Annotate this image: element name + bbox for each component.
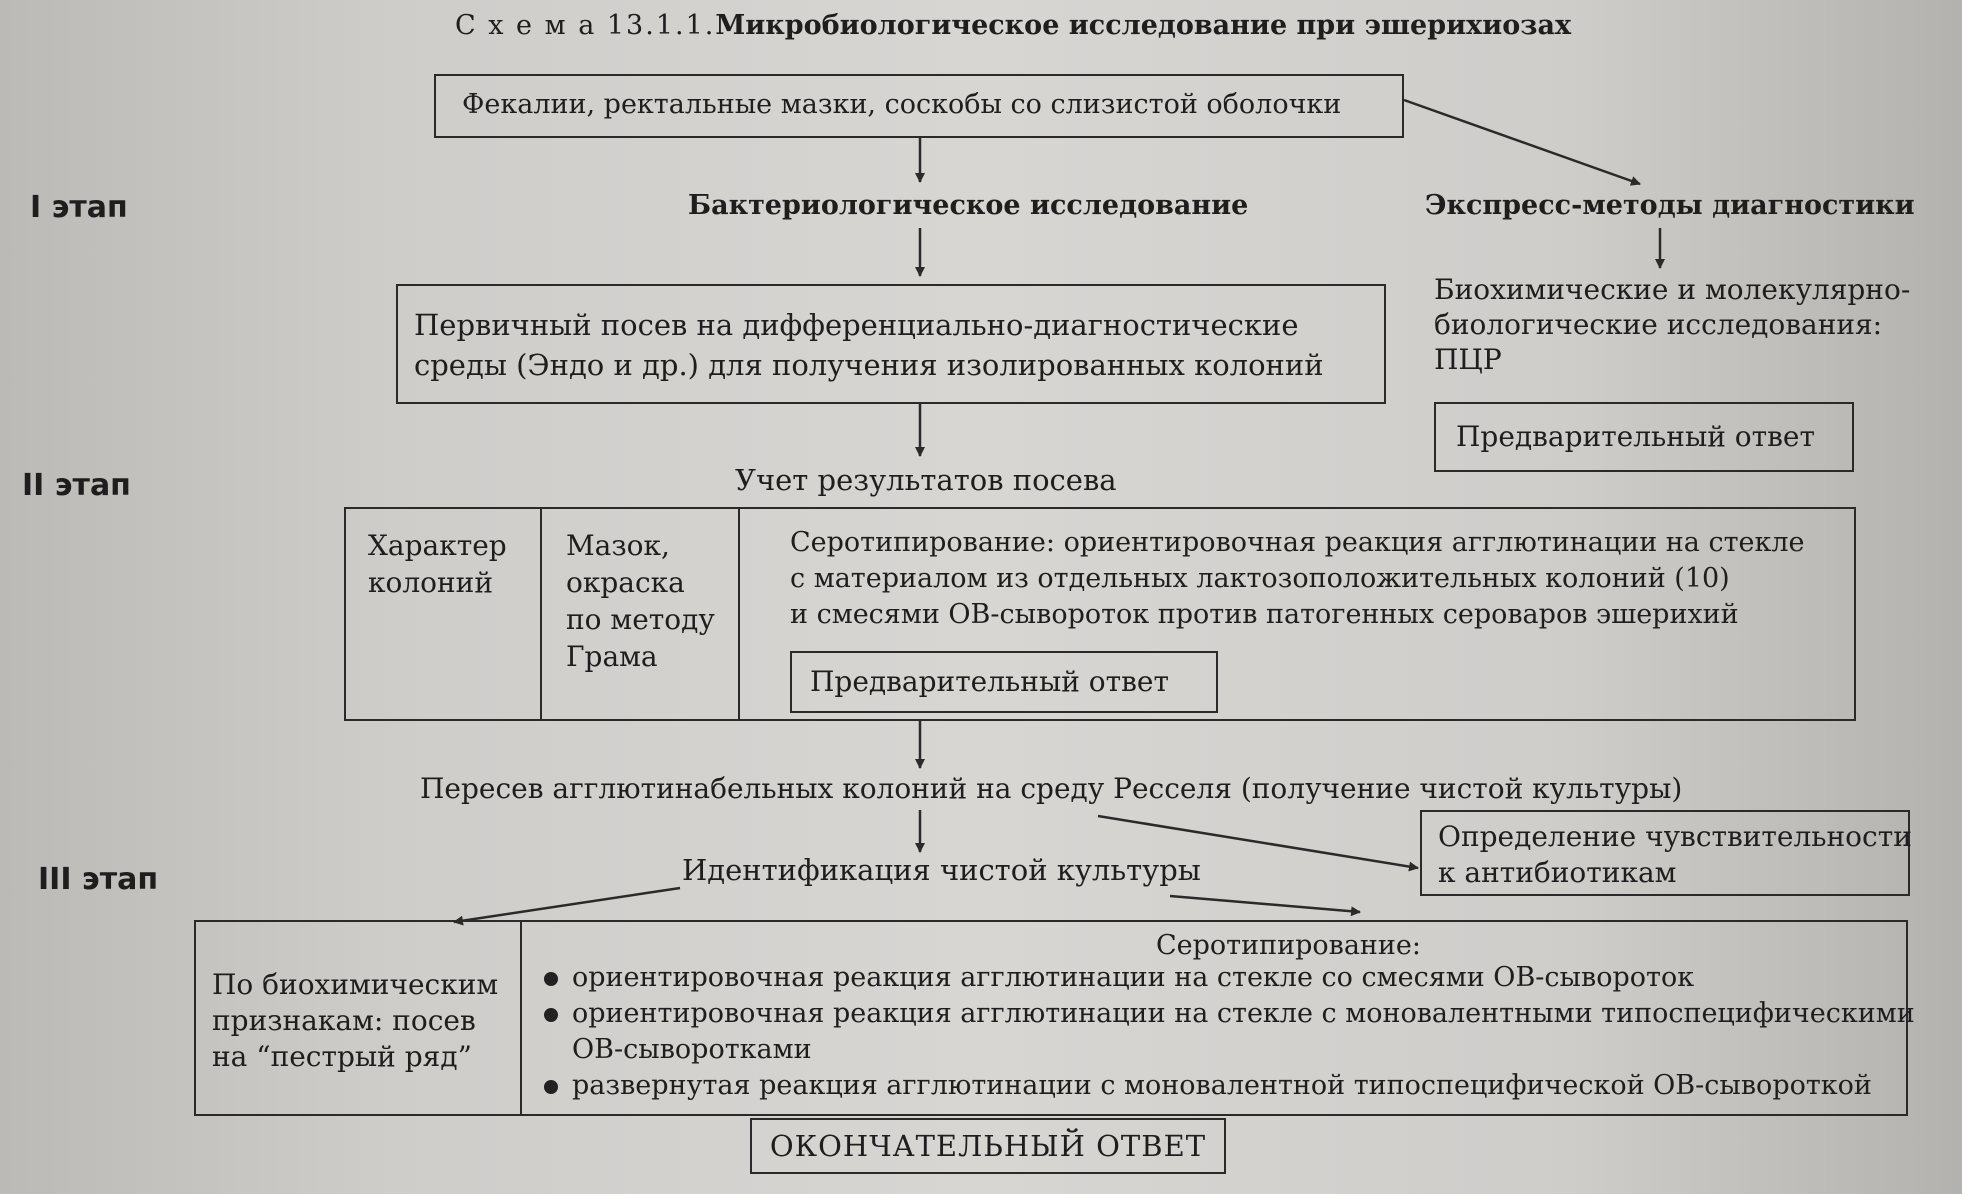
express-preliminary-answer-text: Предварительный ответ <box>1456 420 1815 453</box>
stage-2-label: II этап <box>22 468 131 503</box>
arrow-reseed-to-sensitivity <box>1098 816 1418 868</box>
biochem-line: ПЦР <box>1434 343 1502 376</box>
serotyping-bullet-continuation: ОВ-сыворотками <box>572 1034 812 1065</box>
gram-smear-line: Грама <box>566 640 658 673</box>
biochem-signs-line: на “пестрый ряд” <box>212 1040 472 1073</box>
arrow-specimen-to-express <box>1404 100 1640 184</box>
sensitivity-line: к антибиотикам <box>1438 856 1677 889</box>
gram-smear-line: по методу <box>566 603 715 636</box>
gram-smear-line: окраска <box>566 566 685 599</box>
serotyping-line: и смесями ОВ-сывороток против патогенных сероваров эшерихий <box>790 599 1739 630</box>
serotyping-bullet-text: ориентировочная реакция агглютинации на стекле с моновалентными типоспецифическими <box>572 998 1915 1029</box>
identification-heading: Идентификация чистой культуры <box>682 853 1201 887</box>
reseed-text: Пересев агглютинабельных колоний на среду Ресселя (получение чистой культуры) <box>420 772 1683 805</box>
biochem-line: Биохимические и молекулярно- <box>1434 273 1911 306</box>
bacteriological-heading: Бактериологическое исследование <box>688 190 1249 221</box>
serotyping-line: с материалом из отдельных лактозоположительных колоний (10) <box>790 563 1730 594</box>
gram-smear-line: Мазок, <box>566 529 670 562</box>
primary-seeding-line: среды (Эндо и др.) для получения изолированных колоний <box>414 348 1324 382</box>
serotyping-line: Серотипирование: ориентировочная реакция агглютинации на стекле <box>790 527 1805 558</box>
stage-2-preliminary-answer-text: Предварительный ответ <box>810 665 1169 698</box>
primary-seeding-line: Первичный посев на дифференциально-диагностические <box>414 308 1299 342</box>
stage-3-label: III этап <box>38 862 159 897</box>
specimen-text: Фекалии, ректальные мазки, соскобы со слизистой оболочки <box>462 89 1342 120</box>
sensitivity-line: Определение чувствительности <box>1438 820 1912 853</box>
biochem-signs-line: признакам: посев <box>212 1004 476 1037</box>
stage-3-serotyping-title: Серотипирование: <box>1156 930 1422 961</box>
final-answer-text: ОКОНЧАТЕЛЬНЫЙ ОТВЕТ <box>769 1129 1207 1163</box>
serotyping-bullet-text: развернутая реакция агглютинации с моновалентной типоспецифической ОВ-сывороткой <box>572 1070 1872 1101</box>
seeding-results-heading: Учет результатов посева <box>735 463 1117 497</box>
express-methods-heading: Экспресс-методы диагностики <box>1425 190 1915 221</box>
arrow-identification-to-serotyping <box>1170 896 1360 912</box>
serotyping-bullet-text: ориентировочная реакция агглютинации на стекле со смесями ОВ-сывороток <box>572 962 1695 993</box>
colony-character-line: Характер <box>368 529 507 562</box>
scheme-title-main: Микробиологическое исследование при эшерихиозах <box>715 10 1572 41</box>
stage-1-label: I этап <box>30 190 128 225</box>
biochem-signs-line: По биохимическим <box>212 968 499 1001</box>
colony-character-line: колоний <box>368 566 493 599</box>
scheme-title-prefix: С х е м а 13.1.1. <box>455 10 716 41</box>
biochem-line: биологические исследования: <box>1434 308 1883 341</box>
arrow-identification-to-biochem <box>454 888 680 922</box>
